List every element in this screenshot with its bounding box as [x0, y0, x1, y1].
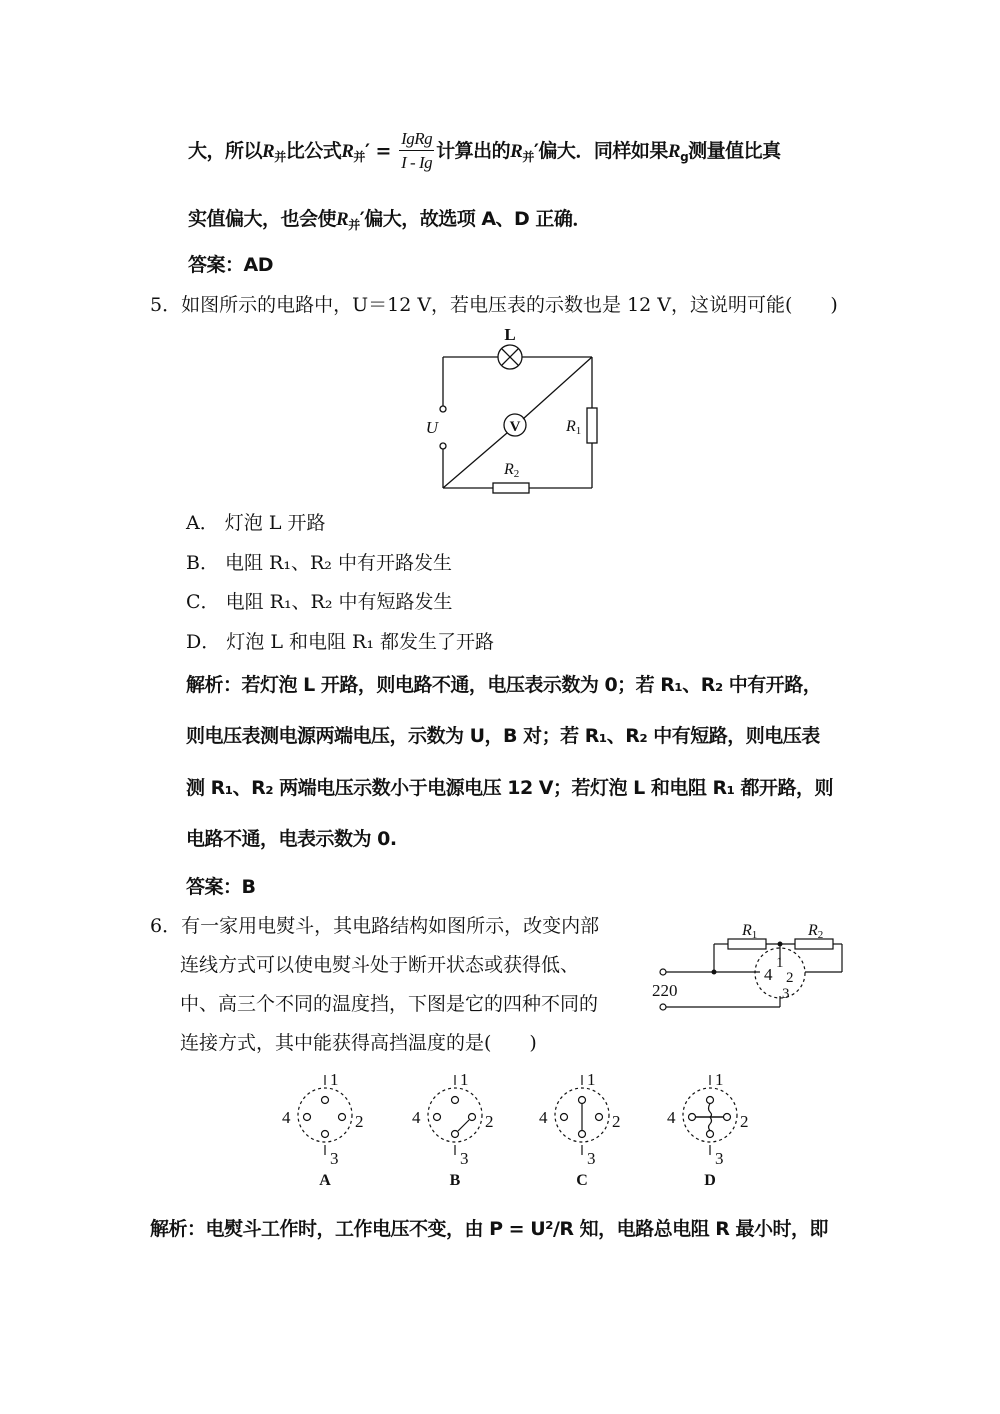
var-r: R	[510, 141, 523, 162]
terminal-label-1: 1	[587, 1070, 596, 1089]
terminal	[440, 406, 446, 412]
voltage-label: 220	[652, 981, 678, 1000]
source-label: U	[425, 418, 438, 437]
option-text: 灯泡 L 和电阻 R₁ 都发生了开路	[226, 631, 494, 653]
prev-answer: 答案：AD	[188, 254, 273, 276]
text: 计算出的	[436, 140, 511, 162]
option-letter: D．	[186, 631, 221, 653]
resistor-r1	[587, 408, 597, 443]
q5-option-a[interactable]	[186, 510, 325, 536]
terminal-label-4: 4	[539, 1108, 548, 1127]
subscript: 并	[348, 218, 360, 232]
resistor-r2	[493, 483, 529, 493]
var-r: R	[667, 141, 681, 162]
q5-answer: 答案：B	[186, 876, 256, 898]
q6-iron-circuit-diagram	[650, 910, 860, 1010]
wire	[523, 357, 592, 419]
text: 测量值比真	[688, 140, 781, 162]
prev-explanation-line-1	[188, 128, 781, 175]
q5-option-c[interactable]	[186, 589, 453, 615]
q5-explanation-line-4: 电路不通，电表示数为 0.	[186, 828, 397, 850]
terminal-label-2: 2	[612, 1112, 621, 1131]
q6-stem-line-3: 中、高三个不同的温度挡，下图是它的四种不同的	[180, 993, 599, 1015]
q5-stem: 5．如图所示的电路中，U＝12 V，若电压表的示数也是 12 V，这说明可能( )	[150, 294, 838, 316]
option-a-diagram[interactable]	[282, 1070, 364, 1189]
terminal-label-2: 2	[740, 1112, 749, 1131]
terminal-label-1: 1	[776, 955, 784, 971]
subscript: 并	[274, 150, 286, 164]
resistor-r2	[795, 939, 833, 949]
subscript: 并	[353, 150, 365, 164]
q5-option-d[interactable]	[186, 629, 494, 655]
r2-label: R2	[808, 922, 824, 941]
option-label: A	[319, 1172, 331, 1189]
q5-explanation-line-1: 解析：若灯泡 L 开路，则电路不通，电压表示数为 0；若 R₁、R₂ 中有开路，	[186, 674, 822, 696]
q5-option-b[interactable]	[186, 550, 452, 576]
option-label: B	[449, 1172, 461, 1189]
text: 比公式	[285, 140, 342, 162]
option-letter: C．	[186, 591, 220, 613]
text: 实值偏大，也会使	[188, 208, 337, 230]
q6-stem-line-2: 连线方式可以使电熨斗处于断开状态或获得低、	[180, 954, 580, 976]
formula-fraction	[399, 128, 434, 175]
option-letter: B．	[186, 552, 219, 574]
var-r: R	[336, 209, 349, 230]
q6-stem-line-1: 6．有一家用电熨斗，其电路结构如图所示，改变内部	[150, 915, 600, 937]
option-b-diagram[interactable]	[412, 1070, 494, 1189]
subscript: g	[680, 150, 689, 164]
q5-circuit-diagram	[400, 320, 620, 500]
terminal-label-4: 4	[412, 1108, 421, 1127]
prev-explanation-line-2	[188, 206, 591, 238]
option-c-diagram[interactable]	[539, 1070, 621, 1189]
resistor-r1	[728, 939, 766, 949]
option-label: C	[576, 1172, 588, 1189]
option-text: 电阻 R₁、R₂ 中有开路发生	[225, 552, 452, 574]
var-r: R	[262, 141, 275, 162]
terminal-label-1: 1	[330, 1070, 339, 1089]
terminal-label-4: 4	[282, 1108, 291, 1127]
q6-options-diagrams	[270, 1065, 770, 1195]
option-label: D	[704, 1172, 716, 1189]
r1-label: R1	[742, 922, 758, 941]
terminal-label-3: 3	[330, 1149, 339, 1168]
option-letter: A．	[186, 512, 219, 534]
text: 大，所以	[188, 140, 263, 162]
terminal-label-2: 2	[485, 1112, 494, 1131]
terminal-label-1: 1	[460, 1070, 469, 1089]
var-r: R	[341, 141, 354, 162]
junction-dot	[778, 942, 783, 947]
text: ′偏大．同样如果	[533, 140, 668, 162]
terminal-label-4: 4	[764, 965, 773, 984]
r1-label: R1	[566, 418, 582, 437]
wire	[443, 433, 507, 488]
option-text: 灯泡 L 开路	[224, 512, 326, 534]
voltmeter-label: V	[509, 419, 521, 435]
subscript: 并	[522, 150, 534, 164]
q5-explanation-line-3: 测 R₁、R₂ 两端电压示数小于电源电压 12 V；若灯泡 L 和电阻 R₁ 都开路，则	[186, 777, 834, 799]
r2-label: R2	[504, 461, 520, 480]
q6-explanation: 解析：电熨斗工作时，工作电压不变，由 P = U²/R 知，电路总电阻 R 最小时，即	[150, 1218, 828, 1240]
fraction-denominator: I - Ig	[401, 153, 433, 172]
terminal-label-2: 2	[786, 970, 794, 986]
terminal-label-2: 2	[355, 1112, 364, 1131]
q6-stem-line-4: 连接方式，其中能获得高挡温度的是( )	[180, 1032, 537, 1054]
terminal-label-1: 1	[715, 1070, 724, 1089]
option-text: 电阻 R₁、R₂ 中有短路发生	[225, 591, 453, 613]
q5-explanation-line-2: 则电压表测电源两端电压，示数为 U，B 对；若 R₁、R₂ 中有短路，则电压表	[186, 725, 820, 747]
terminal	[660, 1004, 666, 1010]
terminal-label-3: 3	[587, 1149, 596, 1168]
terminal-label-3: 3	[715, 1149, 724, 1168]
terminal-label-4: 4	[667, 1108, 676, 1127]
fraction-numerator: IgRg	[399, 128, 434, 151]
option-d-diagram[interactable]	[667, 1070, 749, 1189]
terminal	[660, 969, 666, 975]
terminal-label-3: 3	[460, 1149, 469, 1168]
text: ′偏大，故选项 A、D 正确．	[359, 208, 591, 230]
text: ′ =	[364, 140, 398, 162]
lamp-label: L	[504, 325, 516, 344]
terminal	[440, 443, 446, 449]
terminal-label-3: 3	[782, 986, 790, 1002]
junction-dot	[712, 970, 717, 975]
